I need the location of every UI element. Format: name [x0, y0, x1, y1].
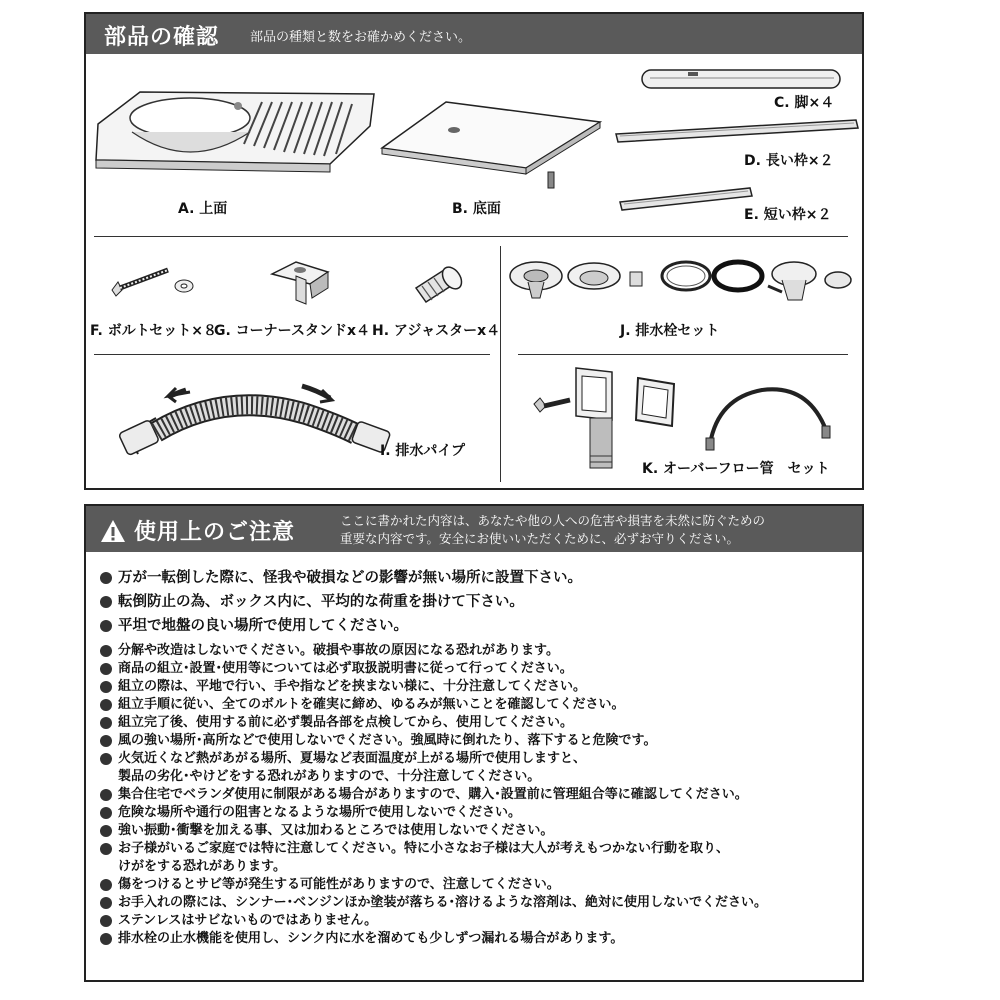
parts-title: 部品の確認: [104, 25, 220, 50]
parts-confirmation-panel: [84, 12, 864, 490]
caution-item: 火気近くなど熱があがる場所、夏場など表面温度が上がる場所で使用しますと、 製品の劣化･やけどをする恐れがありますので、十分注意してください。: [100, 750, 852, 786]
caution-subtitle-line1: ここに書かれた内容は、あなたや他の人への危害や損害を未然に防ぐための: [340, 513, 766, 528]
caution-item: 集合住宅でベランダ使用に制限がある場合がありますので、購入･設置前に管理組合等に確認してください。: [100, 786, 852, 804]
bullet-icon: [100, 681, 112, 693]
label-j-drain-plug-set: J. 排水栓セット: [620, 323, 720, 339]
caution-item: 万が一転倒した際に、怪我や破損などの影響が無い場所に設置下さい。: [100, 566, 852, 590]
caution-item: 組立手順に従い、全てのボルトを確実に締め、ゆるみが無いことを確認してください。: [100, 696, 852, 714]
caution-list: [100, 566, 852, 948]
label-c-legs: C. 脚×４: [774, 95, 835, 111]
bullet-icon: [100, 879, 112, 891]
divider-row1: [94, 236, 848, 237]
usage-caution-panel: [84, 504, 864, 982]
label-a-top: A. 上面: [178, 201, 228, 217]
caution-header-bar: [86, 506, 862, 552]
label-i-drain-pipe: I. 排水パイプ: [380, 443, 465, 459]
bullet-icon: [100, 897, 112, 909]
caution-item: 転倒防止の為、ボックス内に、平均的な荷重を掛けて下さい。: [100, 590, 852, 614]
bullet-icon: [100, 807, 112, 819]
divider-left-row2: [94, 354, 490, 355]
label-f-bolt-set: F. ボルトセット×８: [90, 323, 218, 339]
label-d-long-frame: D. 長い枠×２: [744, 153, 834, 169]
bullet-icon: [100, 645, 112, 657]
label-b-bottom: B. 底面: [452, 201, 501, 217]
drain-plug-set-illustration: [506, 256, 854, 306]
drain-pipe-illustration: [116, 370, 396, 460]
bullet-icon: [100, 915, 112, 927]
caution-item: 組立の際は、平地で行い、手や指などを挟まない様に、十分注意してください。: [100, 678, 852, 696]
label-e-short-frame: E. 短い枠×２: [744, 207, 832, 223]
corner-stand-illustration: [266, 254, 338, 310]
label-k-overflow-pipe-set: K. オーバーフロー管 セット: [642, 461, 830, 477]
short-frame-illustration: [616, 184, 756, 220]
parts-subtitle: 部品の種類と数をお確かめください。: [250, 30, 472, 45]
caution-item: ステンレスはサビないものではありません。: [100, 912, 852, 930]
caution-item: お手入れの際には、シンナー･ベンジンほか塗装が落ちる･溶けるような溶剤は、絶対に使用しないでください。: [100, 894, 852, 912]
bullet-icon: [100, 735, 112, 747]
caution-item: 商品の組立･設置･使用等については必ず取扱説明書に従って行ってください。: [100, 660, 852, 678]
caution-item: 平坦で地盤の良い場所で使用してください。: [100, 614, 852, 638]
bullet-icon: [100, 596, 112, 608]
bullet-icon: [100, 753, 112, 765]
caution-item-continuation: 製品の劣化･やけどをする恐れがありますので、十分注意してください。: [118, 769, 541, 784]
label-g-corner-stand: G. コーナースタンドx４: [214, 323, 371, 339]
caution-title: 使用上のご注意: [134, 520, 296, 545]
parts-header-bar: [86, 14, 862, 54]
bullet-icon: [100, 663, 112, 675]
caution-item: お子様がいるご家庭では特に注意してください。特に小さなお子様は大人が考えもつかない行動を取り、 けがをする恐れがあります。: [100, 840, 852, 876]
bullet-icon: [100, 933, 112, 945]
caution-item-continuation: けがをする恐れがあります。: [118, 859, 286, 874]
bullet-icon: [100, 699, 112, 711]
bullet-icon: [100, 572, 112, 584]
bolt-set-illustration: [106, 260, 196, 300]
sink-top-illustration: [92, 80, 377, 180]
caution-item: 危険な場所や通行の阻害となるような場所で使用しないでください。: [100, 804, 852, 822]
caution-item: 排水栓の止水機能を使用し、シンク内に水を溜めても少しずつ漏れる場合があります。: [100, 930, 852, 948]
divider-vertical: [500, 246, 501, 482]
caution-item: 組立完了後、使用する前に必ず製品各部を点検してから、使用してください。: [100, 714, 852, 732]
divider-right-row2: [518, 354, 848, 355]
bullet-icon: [100, 620, 112, 632]
bottom-board-illustration: [376, 98, 606, 198]
caution-item: 強い振動･衝撃を加える事、又は加わるところでは使用しないでください。: [100, 822, 852, 840]
caution-subtitle-line2: 重要な内容です。安全にお使いいただくために、必ずお守りください。: [340, 531, 740, 546]
bullet-icon: [100, 789, 112, 801]
adjuster-illustration: [408, 260, 468, 304]
bullet-icon: [100, 843, 112, 855]
caution-subtitle: [340, 512, 765, 548]
caution-item: 風の強い場所･高所などで使用しないでください。強風時に倒れたり、落下すると危険です。: [100, 732, 852, 750]
caution-item: 分解や改造はしないでください。破損や事故の原因になる恐れがあります。: [100, 642, 852, 660]
long-frame-illustration: [612, 118, 862, 148]
warning-icon: [100, 519, 126, 543]
caution-item: 傷をつけるとサビ等が発生する可能性がありますので、注意してください。: [100, 876, 852, 894]
label-h-adjuster: H. アジャスターx４: [372, 323, 501, 339]
bullet-icon: [100, 717, 112, 729]
bullet-icon: [100, 825, 112, 837]
caution-title-wrap: [100, 515, 295, 546]
